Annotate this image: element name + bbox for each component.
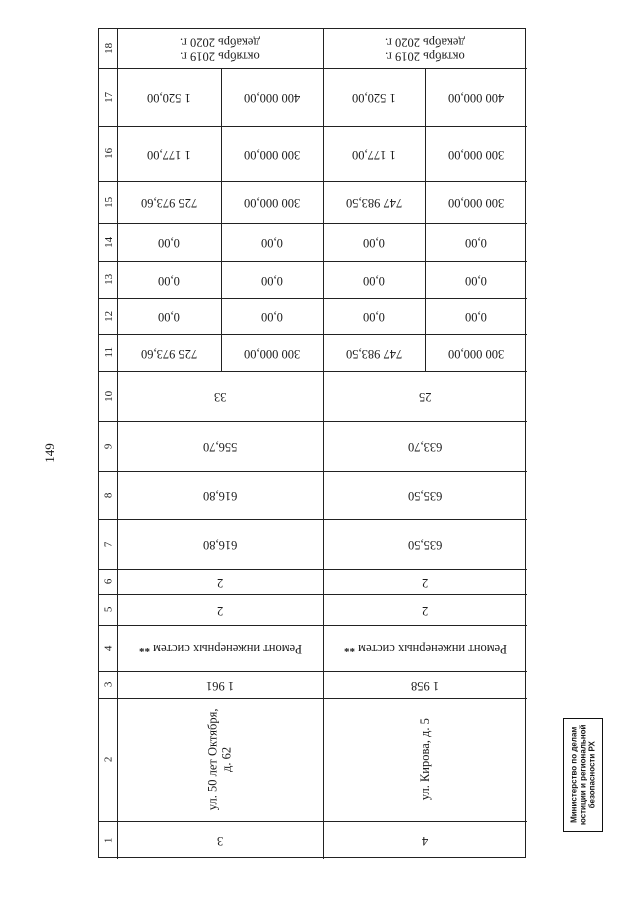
column-number-label: 17 xyxy=(102,91,115,103)
column-number xyxy=(99,671,117,698)
cell-col8 xyxy=(323,471,527,519)
cell-col11-amount xyxy=(117,334,221,371)
limit-value: 300 000,00 xyxy=(447,195,505,210)
footnote-mark: ** xyxy=(138,641,150,654)
year-cell xyxy=(117,671,323,698)
cell-col5 xyxy=(323,594,527,625)
row-number-value: 4 xyxy=(421,833,429,848)
column-number xyxy=(99,29,117,68)
col6-value: 2 xyxy=(421,575,429,590)
registration-stamp xyxy=(563,718,603,832)
cell-col13-amount xyxy=(117,261,221,298)
column-number xyxy=(99,821,117,859)
cell-col10 xyxy=(323,371,527,421)
year-value: 1 958 xyxy=(410,678,440,693)
cell-col12-limit xyxy=(221,298,323,334)
column-number-label: 14 xyxy=(102,236,115,248)
limit-value: 300 000,00 xyxy=(243,147,301,162)
cell-col15-limit xyxy=(221,181,323,223)
cell-col10 xyxy=(117,371,323,421)
col6-value: 2 xyxy=(216,575,224,590)
column-number-label: 5 xyxy=(102,606,115,613)
period-line: декабрь 2020 г. xyxy=(385,35,465,50)
column-number xyxy=(99,519,117,569)
cell-col13-limit xyxy=(425,261,527,298)
cell-col12-amount xyxy=(323,298,425,334)
column-number-label: 13 xyxy=(102,273,115,285)
col7-value: 635,50 xyxy=(407,537,443,552)
column-number-label: 3 xyxy=(102,681,115,688)
footnote-mark: ** xyxy=(343,641,355,654)
col9-value: 556,70 xyxy=(202,439,238,454)
cell-col7 xyxy=(117,519,323,569)
address-cell xyxy=(323,698,527,821)
col5-value: 2 xyxy=(421,603,429,618)
limit-value: 0,00 xyxy=(465,235,487,250)
column-number xyxy=(99,298,117,334)
column-number xyxy=(99,371,117,421)
cell-col12-amount xyxy=(117,298,221,334)
column-number-label: 2 xyxy=(102,756,115,763)
amount-value: 0,00 xyxy=(363,235,385,250)
cell-col11-amount xyxy=(323,334,425,371)
stamp-line-2: юстиции и региональной xyxy=(578,724,588,826)
cell-col11-limit xyxy=(425,334,527,371)
limit-value: 300 000,00 xyxy=(447,147,505,162)
cell-col16-amount xyxy=(117,126,221,181)
cell-col7 xyxy=(323,519,527,569)
period-line: декабрь 2020 г. xyxy=(180,35,260,50)
limit-value: 400 000,00 xyxy=(447,90,505,105)
period-line: октябрь 2019 г. xyxy=(385,49,465,64)
column-number xyxy=(99,223,117,261)
column-number xyxy=(99,126,117,181)
limit-value: 300 000,00 xyxy=(447,346,505,361)
amount-value: 747 983,50 xyxy=(345,195,403,210)
work-type-value: Ремонт инженерных систем xyxy=(357,641,507,656)
page-number: 149 xyxy=(42,443,57,463)
column-number xyxy=(99,698,117,821)
col8-value: 616,80 xyxy=(202,488,238,503)
col10-value: 25 xyxy=(418,389,432,404)
limit-value: 0,00 xyxy=(261,235,283,250)
col7-value: 616,80 xyxy=(202,537,238,552)
row-number xyxy=(323,821,527,859)
col5-value: 2 xyxy=(216,603,224,618)
work-type-cell xyxy=(323,625,527,671)
limit-value: 0,00 xyxy=(261,273,283,288)
column-number-label: 16 xyxy=(102,147,115,159)
cell-col13-amount xyxy=(323,261,425,298)
cell-col14-amount xyxy=(117,223,221,261)
column-number xyxy=(99,334,117,371)
cell-col5 xyxy=(117,594,323,625)
column-number xyxy=(99,625,117,671)
column-number-label: 4 xyxy=(102,645,115,651)
cell-col11-limit xyxy=(221,334,323,371)
column-number-label: 15 xyxy=(102,196,115,208)
address-line: д. 62 xyxy=(220,746,234,773)
column-number-label: 7 xyxy=(102,541,115,547)
limit-value: 0,00 xyxy=(465,273,487,288)
column-number-label: 1 xyxy=(102,837,115,843)
row-number-value: 3 xyxy=(216,833,224,848)
cell-col14-amount xyxy=(323,223,425,261)
column-number xyxy=(99,68,117,126)
cell-col12-limit xyxy=(425,298,527,334)
cell-col16-amount xyxy=(323,126,425,181)
cell-col15-amount xyxy=(323,181,425,223)
address-cell xyxy=(117,698,323,821)
col8-value: 635,50 xyxy=(407,488,443,503)
cell-col16-limit xyxy=(221,126,323,181)
column-number-label: 12 xyxy=(102,310,115,322)
column-number-label: 11 xyxy=(102,347,115,358)
cell-col15-limit xyxy=(425,181,527,223)
amount-value: 0,00 xyxy=(363,273,385,288)
amount-value: 1 520,00 xyxy=(352,90,396,105)
period-cell xyxy=(323,29,527,68)
col9-value: 633,70 xyxy=(407,439,443,454)
cell-col14-limit xyxy=(221,223,323,261)
column-number xyxy=(99,569,117,594)
column-number-label: 18 xyxy=(102,42,115,54)
amount-value: 1 177,00 xyxy=(147,147,191,162)
amount-value: 725 973,60 xyxy=(140,346,198,361)
column-number-label: 9 xyxy=(102,443,115,449)
amount-value: 0,00 xyxy=(158,235,180,250)
cell-col17-amount xyxy=(117,68,221,126)
cell-col6 xyxy=(323,569,527,594)
amount-value: 0,00 xyxy=(158,273,180,288)
amount-value: 1 520,00 xyxy=(147,90,191,105)
column-number xyxy=(99,181,117,223)
column-number-label: 6 xyxy=(102,578,115,585)
cell-col17-limit xyxy=(425,68,527,126)
address-line: ул. Кирова, д. 5 xyxy=(417,718,432,801)
cell-col8 xyxy=(117,471,323,519)
column-number xyxy=(99,471,117,519)
column-number-label: 10 xyxy=(102,390,115,402)
work-type-value: Ремонт инженерных систем xyxy=(152,641,302,656)
amount-value: 747 983,50 xyxy=(345,346,403,361)
limit-value: 300 000,00 xyxy=(243,195,301,210)
column-number-label: 8 xyxy=(102,492,115,498)
cell-col16-limit xyxy=(425,126,527,181)
column-number xyxy=(99,594,117,625)
work-type-cell xyxy=(117,625,323,671)
amount-value: 0,00 xyxy=(363,309,385,324)
cell-col6 xyxy=(117,569,323,594)
cell-col9 xyxy=(117,421,323,471)
stamp-line-3: безопасности РХ xyxy=(587,741,597,809)
amount-value: 725 973,60 xyxy=(140,195,198,210)
period-line: октябрь 2019 г. xyxy=(180,49,260,64)
limit-value: 0,00 xyxy=(261,309,283,324)
cell-col15-amount xyxy=(117,181,221,223)
col10-value: 33 xyxy=(213,389,227,404)
amount-value: 1 177,00 xyxy=(352,147,396,162)
amount-value: 0,00 xyxy=(158,309,180,324)
column-number xyxy=(99,261,117,298)
cell-col9 xyxy=(323,421,527,471)
register-table xyxy=(98,28,526,858)
cell-col17-amount xyxy=(323,68,425,126)
cell-col14-limit xyxy=(425,223,527,261)
column-number xyxy=(99,421,117,471)
cell-col13-limit xyxy=(221,261,323,298)
cell-col17-limit xyxy=(221,68,323,126)
stamp-line-1: Министерство по делам xyxy=(569,726,579,824)
limit-value: 400 000,00 xyxy=(243,90,301,105)
row-number xyxy=(117,821,323,859)
limit-value: 300 000,00 xyxy=(243,346,301,361)
year-cell xyxy=(323,671,527,698)
address-line: ул. 50 лет Октября, xyxy=(205,708,220,811)
year-value: 1 961 xyxy=(205,678,235,693)
period-cell xyxy=(117,29,323,68)
limit-value: 0,00 xyxy=(465,309,487,324)
